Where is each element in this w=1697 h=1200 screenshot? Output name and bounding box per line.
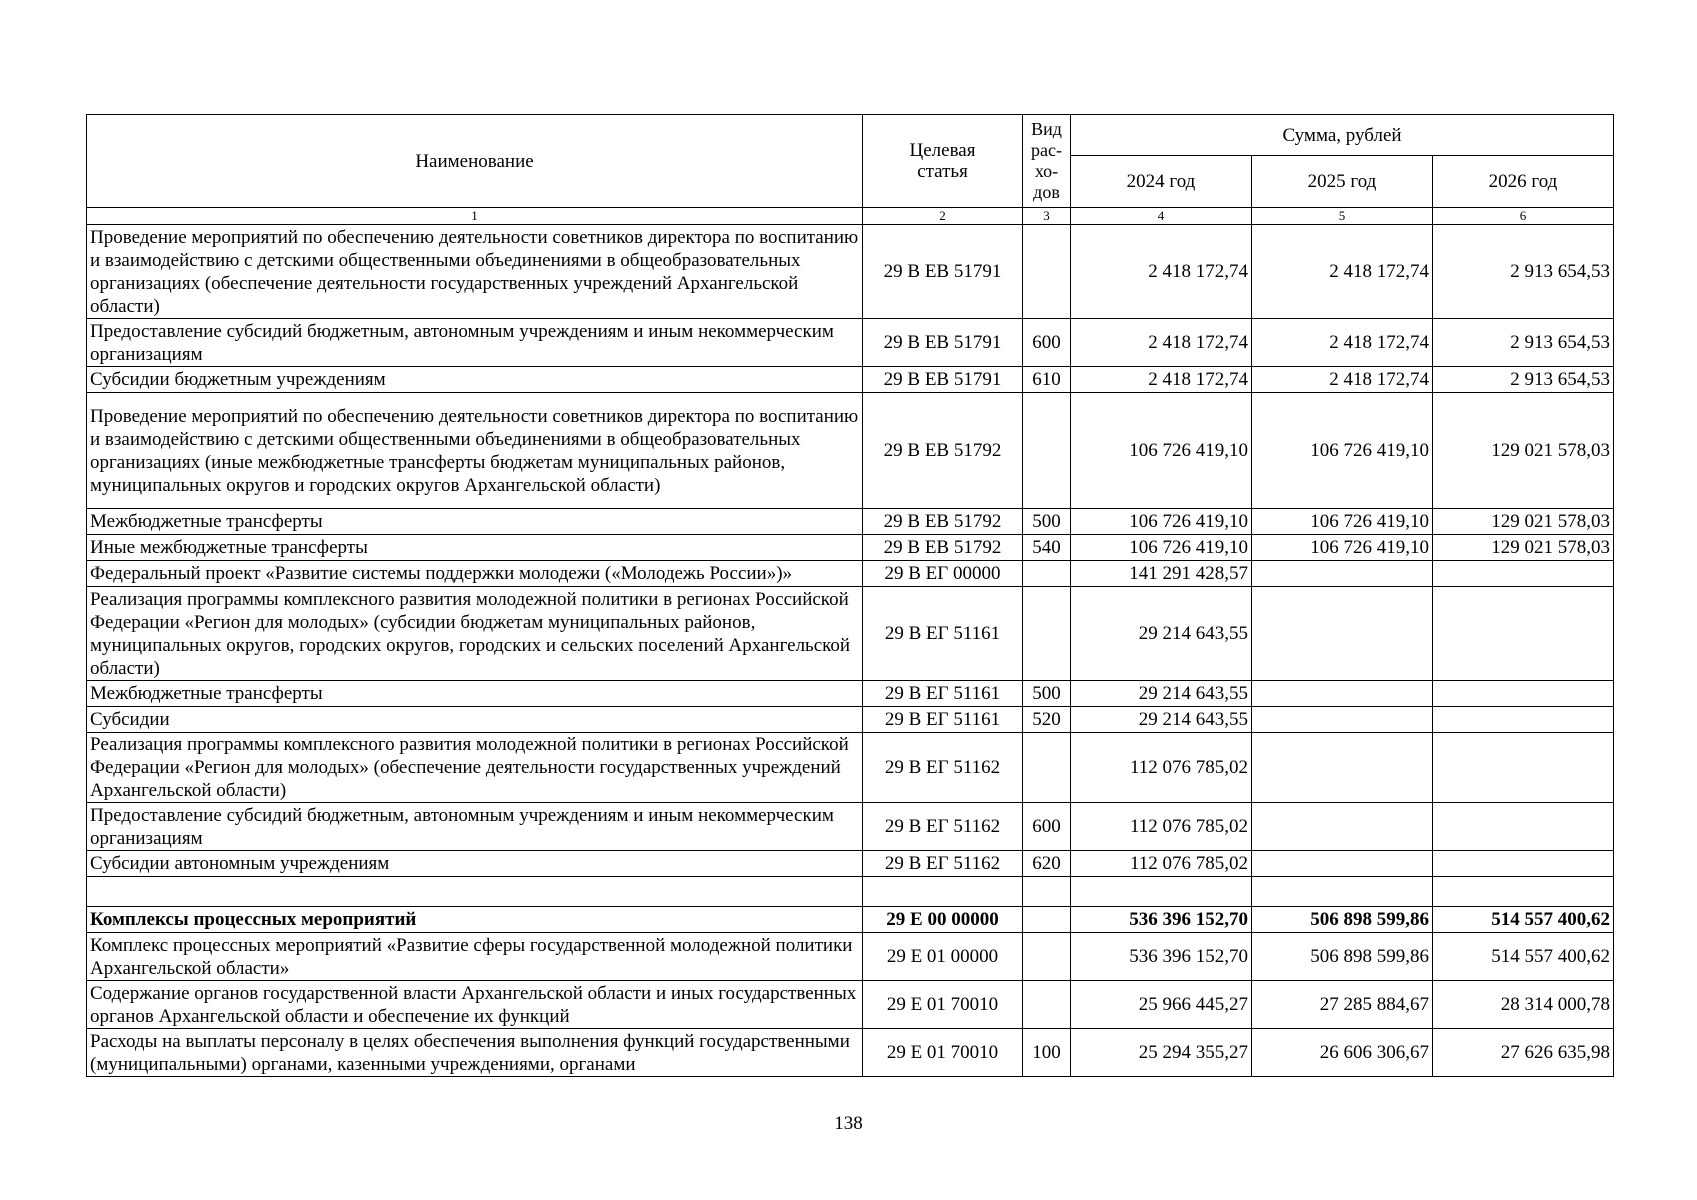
- row-amount-2026-cell: [1433, 877, 1614, 907]
- table-row: [87, 851, 1614, 877]
- row-amount-2024-cell: 106 726 419,10: [1071, 509, 1252, 535]
- row-target-article-cell: 29 В ЕВ 51792: [863, 393, 1023, 509]
- row-amount-2024-cell: 536 396 152,70: [1071, 933, 1252, 981]
- row-amount-2026-cell: [1433, 681, 1614, 707]
- header-year-2024: 2024 год: [1071, 156, 1252, 208]
- row-expense-type-cell: [1023, 225, 1071, 319]
- row-amount-2025-cell: 106 726 419,10: [1252, 535, 1433, 561]
- header-year-2025: 2025 год: [1252, 156, 1433, 208]
- row-expense-type-cell: [1023, 393, 1071, 509]
- row-amount-2024-cell: 2 418 172,74: [1071, 225, 1252, 319]
- row-amount-2025-cell: 506 898 599,86: [1252, 907, 1433, 933]
- table-row: [87, 509, 1614, 535]
- row-name-cell: Комплексы процессных мероприятий: [87, 907, 863, 933]
- row-target-article-cell: 29 В ЕГ 51162: [863, 803, 1023, 851]
- table-row: [87, 393, 1614, 509]
- row-amount-2024-cell: 29 214 643,55: [1071, 707, 1252, 733]
- row-amount-2026-cell: 514 557 400,62: [1433, 907, 1614, 933]
- row-amount-2026-cell: [1433, 733, 1614, 803]
- row-expense-type-cell: [1023, 587, 1071, 681]
- row-target-article-cell: 29 В ЕГ 51162: [863, 733, 1023, 803]
- header-name: Наименование: [87, 115, 863, 208]
- row-amount-2024-cell: 112 076 785,02: [1071, 803, 1252, 851]
- row-amount-2024-cell: 29 214 643,55: [1071, 587, 1252, 681]
- table-row: [87, 319, 1614, 367]
- row-amount-2026-cell: 129 021 578,03: [1433, 509, 1614, 535]
- header-sum: Сумма, рублей: [1071, 115, 1614, 156]
- row-amount-2025-cell: [1252, 851, 1433, 877]
- row-expense-type-cell: 100: [1023, 1029, 1071, 1077]
- row-target-article-cell: 29 Е 00 00000: [863, 907, 1023, 933]
- row-amount-2024-cell: 2 418 172,74: [1071, 319, 1252, 367]
- row-amount-2025-cell: 506 898 599,86: [1252, 933, 1433, 981]
- row-amount-2024-cell: 25 294 355,27: [1071, 1029, 1252, 1077]
- row-name-cell: Субсидии бюджетным учреждениям: [87, 367, 863, 393]
- row-expense-type-cell: [1023, 561, 1071, 587]
- table-row: [87, 907, 1614, 933]
- row-amount-2025-cell: 106 726 419,10: [1252, 393, 1433, 509]
- row-amount-2025-cell: [1252, 707, 1433, 733]
- row-expense-type-cell: 500: [1023, 509, 1071, 535]
- row-name-cell: Расходы на выплаты персоналу в целях обеспечения выполнения функций государственными (муниципальными) органами, казенными учреждениями, органами: [87, 1029, 863, 1077]
- row-expense-type-cell: 600: [1023, 803, 1071, 851]
- row-amount-2026-cell: 2 913 654,53: [1433, 367, 1614, 393]
- table-row: [87, 225, 1614, 319]
- row-name-cell: Проведение мероприятий по обеспечению деятельности советников директора по воспитанию и взаимодействию с детскими общественными объединениями в общеобразовательных организациях (обеспечение деятельности государственных учреждений Архангельской области): [87, 225, 863, 319]
- row-expense-type-cell: 610: [1023, 367, 1071, 393]
- row-amount-2025-cell: 26 606 306,67: [1252, 1029, 1433, 1077]
- table-row: [87, 707, 1614, 733]
- row-target-article-cell: 29 В ЕГ 51161: [863, 707, 1023, 733]
- row-amount-2026-cell: 27 626 635,98: [1433, 1029, 1614, 1077]
- row-amount-2026-cell: [1433, 803, 1614, 851]
- row-amount-2024-cell: 25 966 445,27: [1071, 981, 1252, 1029]
- row-amount-2026-cell: [1433, 707, 1614, 733]
- table-row: [87, 535, 1614, 561]
- row-name-cell: Субсидии: [87, 707, 863, 733]
- row-amount-2024-cell: 112 076 785,02: [1071, 733, 1252, 803]
- row-name-cell: Проведение мероприятий по обеспечению деятельности советников директора по воспитанию и взаимодействию с детскими общественными объединениями в общеобразовательных организациях (иные межбюджетные трансферты бюджетам муниципальных районов, муниципальных округов и городских округов Архангельской области): [87, 393, 863, 509]
- row-amount-2024-cell: 2 418 172,74: [1071, 367, 1252, 393]
- row-amount-2025-cell: 2 418 172,74: [1252, 367, 1433, 393]
- row-amount-2026-cell: [1433, 587, 1614, 681]
- column-number: 1: [87, 208, 863, 225]
- row-amount-2024-cell: [1071, 877, 1252, 907]
- table-row: [87, 561, 1614, 587]
- row-name-cell: Федеральный проект «Развитие системы поддержки молодежи («Молодежь России»)»: [87, 561, 863, 587]
- header-year-2026: 2026 год: [1433, 156, 1614, 208]
- row-amount-2025-cell: [1252, 877, 1433, 907]
- row-amount-2025-cell: 27 285 884,67: [1252, 981, 1433, 1029]
- page-number: 138: [834, 1113, 863, 1134]
- row-amount-2026-cell: [1433, 851, 1614, 877]
- row-target-article-cell: 29 В ЕВ 51791: [863, 225, 1023, 319]
- row-amount-2026-cell: 2 913 654,53: [1433, 319, 1614, 367]
- table-row: [87, 587, 1614, 681]
- row-amount-2026-cell: [1433, 561, 1614, 587]
- row-target-article-cell: 29 Е 01 70010: [863, 1029, 1023, 1077]
- row-target-article-cell: 29 В ЕВ 51792: [863, 509, 1023, 535]
- row-target-article-cell: 29 В ЕГ 51161: [863, 681, 1023, 707]
- column-number: 5: [1252, 208, 1433, 225]
- row-expense-type-cell: [1023, 733, 1071, 803]
- table-row: [87, 933, 1614, 981]
- row-target-article-cell: 29 В ЕГ 51162: [863, 851, 1023, 877]
- row-amount-2025-cell: [1252, 587, 1433, 681]
- row-name-cell: Субсидии автономным учреждениям: [87, 851, 863, 877]
- row-amount-2026-cell: 2 913 654,53: [1433, 225, 1614, 319]
- row-expense-type-cell: 600: [1023, 319, 1071, 367]
- row-target-article-cell: [863, 877, 1023, 907]
- row-target-article-cell: 29 В ЕГ 00000: [863, 561, 1023, 587]
- column-number: 3: [1023, 208, 1071, 225]
- row-amount-2026-cell: 129 021 578,03: [1433, 535, 1614, 561]
- row-expense-type-cell: [1023, 907, 1071, 933]
- row-name-cell: Иные межбюджетные трансферты: [87, 535, 863, 561]
- row-expense-type-cell: 520: [1023, 707, 1071, 733]
- row-target-article-cell: 29 Е 01 00000: [863, 933, 1023, 981]
- row-amount-2025-cell: 2 418 172,74: [1252, 225, 1433, 319]
- row-amount-2026-cell: 129 021 578,03: [1433, 393, 1614, 509]
- row-amount-2025-cell: [1252, 681, 1433, 707]
- row-name-cell: Предоставление субсидий бюджетным, автономным учреждениям и иным некоммерческим организациям: [87, 319, 863, 367]
- table-row: [87, 1029, 1614, 1077]
- row-amount-2024-cell: 106 726 419,10: [1071, 535, 1252, 561]
- row-amount-2025-cell: 106 726 419,10: [1252, 509, 1433, 535]
- table-body: [87, 225, 1614, 1077]
- row-expense-type-cell: 540: [1023, 535, 1071, 561]
- column-number: 6: [1433, 208, 1614, 225]
- row-amount-2024-cell: 536 396 152,70: [1071, 907, 1252, 933]
- row-name-cell: [87, 877, 863, 907]
- row-expense-type-cell: 620: [1023, 851, 1071, 877]
- row-name-cell: Реализация программы комплексного развития молодежной политики в регионах Российской Федерации «Регион для молодых» (обеспечение деятельности государственных учреждений Архангельской области): [87, 733, 863, 803]
- row-amount-2025-cell: [1252, 561, 1433, 587]
- budget-table-container: [86, 114, 1613, 1077]
- table-row: [87, 367, 1614, 393]
- table-row: [87, 877, 1614, 907]
- row-target-article-cell: 29 Е 01 70010: [863, 981, 1023, 1029]
- row-amount-2024-cell: 29 214 643,55: [1071, 681, 1252, 707]
- row-amount-2025-cell: [1252, 803, 1433, 851]
- row-target-article-cell: 29 В ЕВ 51792: [863, 535, 1023, 561]
- row-target-article-cell: 29 В ЕВ 51791: [863, 367, 1023, 393]
- row-target-article-cell: 29 В ЕВ 51791: [863, 319, 1023, 367]
- row-amount-2024-cell: 141 291 428,57: [1071, 561, 1252, 587]
- row-amount-2024-cell: 106 726 419,10: [1071, 393, 1252, 509]
- row-expense-type-cell: 500: [1023, 681, 1071, 707]
- row-expense-type-cell: [1023, 933, 1071, 981]
- row-name-cell: Реализация программы комплексного развития молодежной политики в регионах Российской Федерации «Регион для молодых» (субсидии бюджетам муниципальных районов, муниципальных округов, городских округов, городских и сельских поселений Архангельской области): [87, 587, 863, 681]
- budget-table: [86, 114, 1614, 1077]
- row-target-article-cell: 29 В ЕГ 51161: [863, 587, 1023, 681]
- column-number: 4: [1071, 208, 1252, 225]
- row-name-cell: Предоставление субсидий бюджетным, автономным учреждениям и иным некоммерческим организациям: [87, 803, 863, 851]
- row-name-cell: Межбюджетные трансферты: [87, 509, 863, 535]
- table-row: [87, 981, 1614, 1029]
- row-expense-type-cell: [1023, 981, 1071, 1029]
- table-row: [87, 681, 1614, 707]
- column-number: 2: [863, 208, 1023, 225]
- row-expense-type-cell: [1023, 877, 1071, 907]
- table-row: [87, 803, 1614, 851]
- row-amount-2025-cell: 2 418 172,74: [1252, 319, 1433, 367]
- row-amount-2024-cell: 112 076 785,02: [1071, 851, 1252, 877]
- row-name-cell: Комплекс процессных мероприятий «Развитие сферы государственной молодежной политики Архангельской области»: [87, 933, 863, 981]
- header-target-article: Целевая статья: [863, 115, 1023, 208]
- header-expense-type: Вид рас- хо- дов: [1023, 115, 1071, 208]
- row-name-cell: Межбюджетные трансферты: [87, 681, 863, 707]
- row-amount-2026-cell: 28 314 000,78: [1433, 981, 1614, 1029]
- table-row: [87, 733, 1614, 803]
- row-name-cell: Содержание органов государственной власти Архангельской области и иных государственных органов Архангельской области и обеспечение их функций: [87, 981, 863, 1029]
- row-amount-2026-cell: 514 557 400,62: [1433, 933, 1614, 981]
- row-amount-2025-cell: [1252, 733, 1433, 803]
